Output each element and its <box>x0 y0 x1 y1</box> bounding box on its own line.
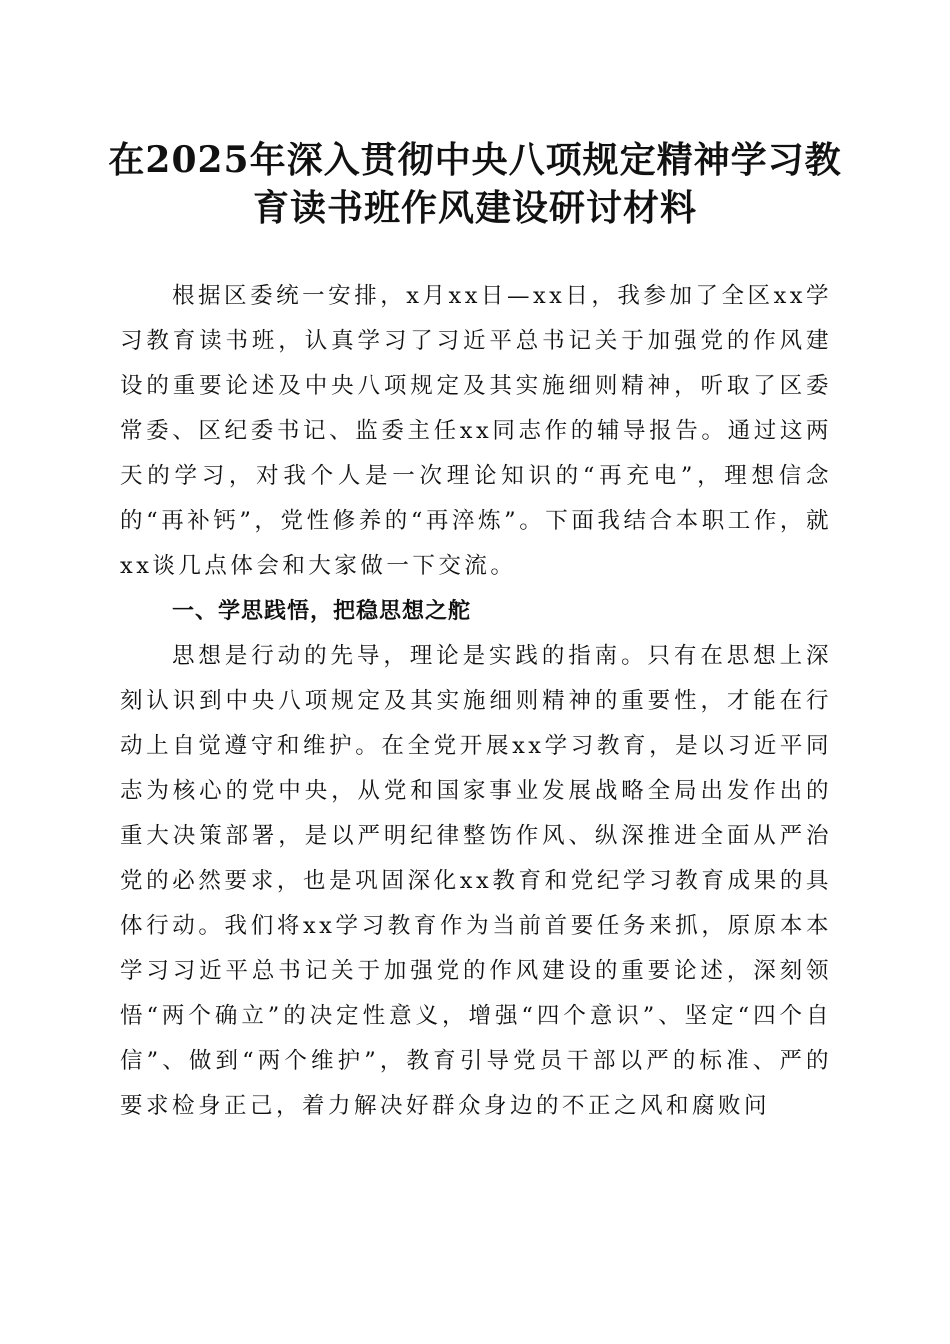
intro-paragraph: 根据区委统一安排，x月xx日—xx日，我参加了全区xx学习教育读书班，认真学习了习近平总书记关于加强党的作风建设的重要论述及中央八项规定及其实施细则精神，听取了区委常委、区纪委书记、监委主任xx同志作的辅导报告。通过这两天的学习，对我个人是一次理论知识的“再充电”，理想信念的“再补钙”，党性修养的“再淬炼”。下面我结合本职工作，就xx谈几点体会和大家做一下交流。 <box>120 283 832 579</box>
document-body <box>120 274 832 1129</box>
section-1-paragraph: 思想是行动的先导，理论是实践的指南。只有在思想上深刻认识到中央八项规定及其实施细则精神的重要性，才能在行动上自觉遵守和维护。在全党开展xx学习教育，是以习近平同志为核心的党中央，从党和国家事业发展战略全局出发作出的重大决策部署，是以严明纪律整饬作风、纵深推进全面从严治党的必然要求，也是巩固深化xx教育和党纪学习教育成果的具体行动。我们将xx学习教育作为当前首要任务来抓，原原本本学习习近平总书记关于加强党的作风建设的重要论述，深刻领悟“两个确立”的决定性意义，增强“四个意识”、坚定“四个自信”、做到“两个维护”，教育引导党员干部以严的标准、严的要求检身正己，着力解决好群众身边的不正之风和腐败问 <box>120 643 832 1119</box>
document-title: 在2025年深入贯彻中央八项规定精神学习教育读书班作风建设研讨材料 <box>108 139 842 229</box>
section-heading-1: 一、学思践悟，把稳思想之舵 <box>172 599 472 624</box>
